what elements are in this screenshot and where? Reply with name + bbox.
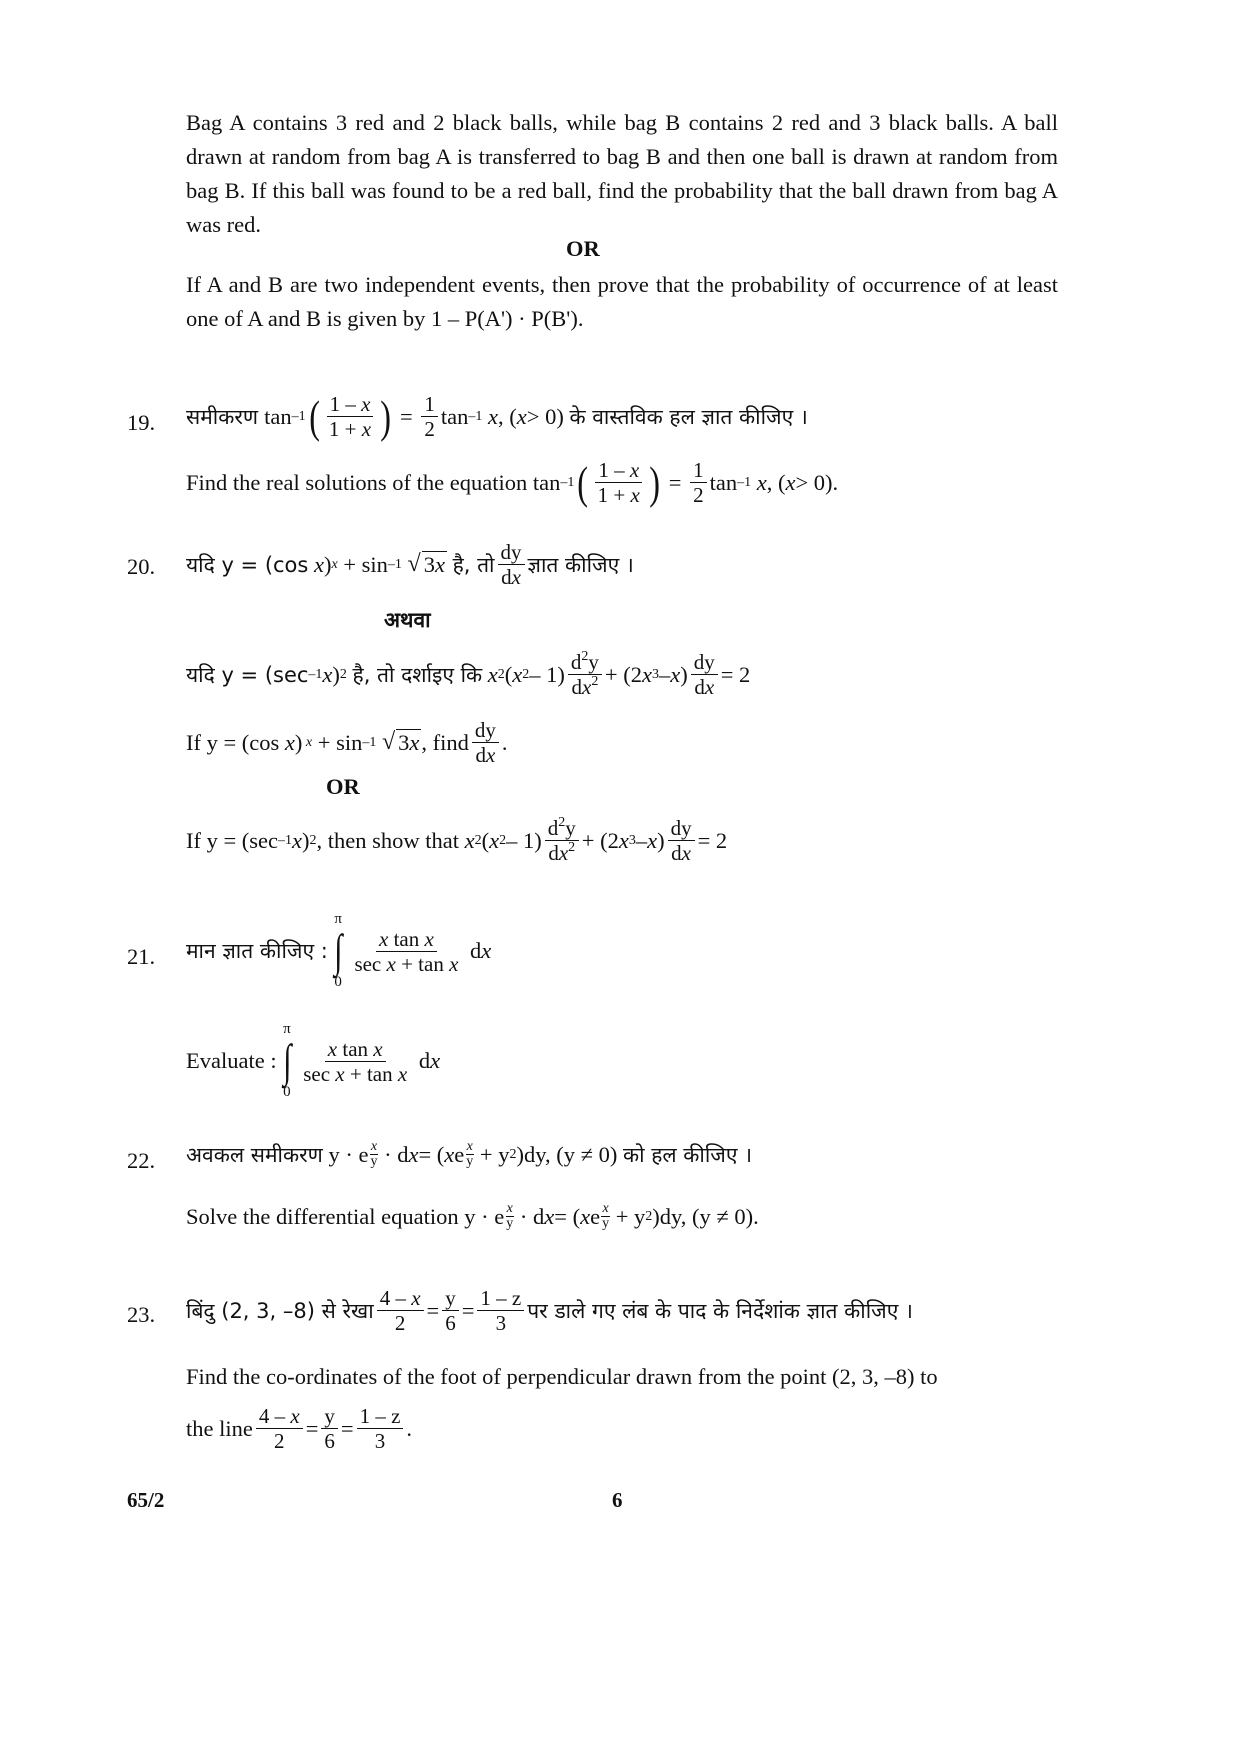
q21-english: Evaluate : π ∫ 0 $\frac{\text{x tan x}}{\text{sec x + tan x}}$ d x: [186, 1021, 441, 1100]
q23-en-line2-prefix: the line: [186, 1415, 253, 1441]
q22-hi-suffix: को हल कीजिए ।: [622, 1142, 753, 1167]
athva-label: अथवा: [384, 608, 431, 632]
page-number: 6: [612, 1488, 623, 1512]
q20-hi-a-prefix: यदि y = (cos: [186, 552, 309, 577]
q22-hi-prefix: अवकल समीकरण: [186, 1142, 323, 1167]
q23-hi-prefix: बिंदु (2, 3, –8) से रेखा: [186, 1298, 374, 1323]
q23-en-line2: the line $\frac{4 - x}{2}$ = $\frac{y}{6}$ = $\frac{1 - z}{3}$ .: [186, 1404, 413, 1453]
or-label: OR: [326, 774, 360, 799]
or-label: OR: [566, 236, 600, 261]
q21-hi-prefix: मान ज्ञात कीजिए :: [186, 939, 328, 963]
q19-en-prefix: Find the real solutions of the equation: [186, 469, 528, 495]
q19-english: Find the real solutions of the equation tan –1 ( $\frac{1 - x}{1 + x}$ ) = $\frac{1}{2}$ tan –1 x , ( x > 0) .: [186, 456, 839, 508]
q20-english-b: If y = (sec –1 x ) 2 , then show that x 2 ( x 2 – 1) $\frac{d^2y}{dx^2}$ + (2 x 3 – x ) $\frac{dy}{dx}$ = 2: [186, 815, 728, 865]
q20-hindi-b: यदि y = (sec –1 x ) 2 है, तो दर्शाइए कि x 2 ( x 2 – 1) $\frac{d^2y}{dx^2}$ + (2 x 3 – x ) $\frac{dy}{dx}$ = 2: [186, 649, 751, 699]
q20-en-a-prefix: If y = (cos: [186, 729, 280, 755]
q20-en-b-prefix: If y = (sec: [186, 827, 279, 853]
question-number: 23.: [127, 1302, 156, 1327]
q18-or-text: If A and B are two independent events, then prove that the probability of occurrence of at least one of A and B is given by 1 – P(A') · P(B').: [186, 272, 1058, 331]
q20-hi-b-prefix: यदि y = (sec: [186, 662, 309, 687]
q23-en-line1: Find the co-ordinates of the foot of perpendicular drawn from the point (2, 3, –8) to: [186, 1364, 938, 1389]
q22-hindi: अवकल समीकरण y · e x y · d x = ( x e x y + y 2 )dy, (y ≠ 0) को हल कीजिए ।: [186, 1139, 753, 1169]
q20-en-b-mid: , then show that: [316, 827, 460, 853]
q20-hindi-a: यदि y = (cos x ) x + sin –1 √ 3x है, तो $\frac{dy}{dx}$ ज्ञात कीजिए ।: [186, 540, 634, 589]
q21-hindi: मान ज्ञात कीजिए : π ∫ 0 $\frac{\text{x tan x}}{\text{sec x + tan x}}$ d x: [186, 911, 492, 990]
q23-hi-suffix: पर डाले गए लंब के पाद के निर्देशांक ज्ञात कीजिए ।: [527, 1298, 913, 1323]
q19-en-suffix: .: [832, 469, 839, 495]
q19-hi-suffix: के वास्तविक हल ज्ञात कीजिए ।: [569, 404, 808, 429]
q20-hi-a-mid: है, तो: [452, 552, 495, 577]
q20-english-a: If y = (cos x ) x + sin –1 √ 3x , find $\frac{dy}{dx}$ .: [186, 718, 508, 767]
q20-hi-b-mid: है, तो दर्शाइए कि: [352, 662, 483, 687]
question-number: 20.: [127, 554, 156, 579]
q23-hindi: बिंदु (2, 3, –8) से रेखा $\frac{4 - x}{2}$ = $\frac{y}{6}$ = $\frac{1 - z}{3}$ पर डाले गए लंब के पाद के निर्देशांक ज्ञात कीजिए ।: [186, 1286, 913, 1335]
q21-en-prefix: Evaluate :: [186, 1048, 277, 1073]
q18-text: Bag A contains 3 red and 2 black balls, while bag B contains 2 red and 3 black balls. A ball drawn at random from bag A is transferred to bag B and then one ball is drawn at random from bag B. If this ball was found to be a red ball, find the probability that the ball drawn from bag A was red.: [186, 110, 1058, 237]
q19-hi-prefix: समीकरण: [186, 404, 259, 429]
q22-en-prefix: Solve the differential equation: [186, 1203, 459, 1229]
paper-code: 65/2: [127, 1488, 165, 1512]
question-number: 19.: [127, 410, 156, 435]
q19-hindi: समीकरण tan –1 ( $\frac{1 - x}{1 + x}$ ) = $\frac{1}{2}$ tan –1 x , ( x > 0) के वास्तविक हल ज्ञात कीजिए ।: [186, 390, 808, 442]
question-number: 22.: [127, 1148, 156, 1173]
q20-hi-a-suffix: ज्ञात कीजिए ।: [527, 552, 634, 577]
q22-english: Solve the differential equation y · e x y · d x = ( x e x y + y 2 )dy, (y ≠ 0).: [186, 1201, 759, 1231]
question-number: 21.: [127, 944, 156, 969]
q20-en-a-find: , find: [421, 729, 469, 755]
